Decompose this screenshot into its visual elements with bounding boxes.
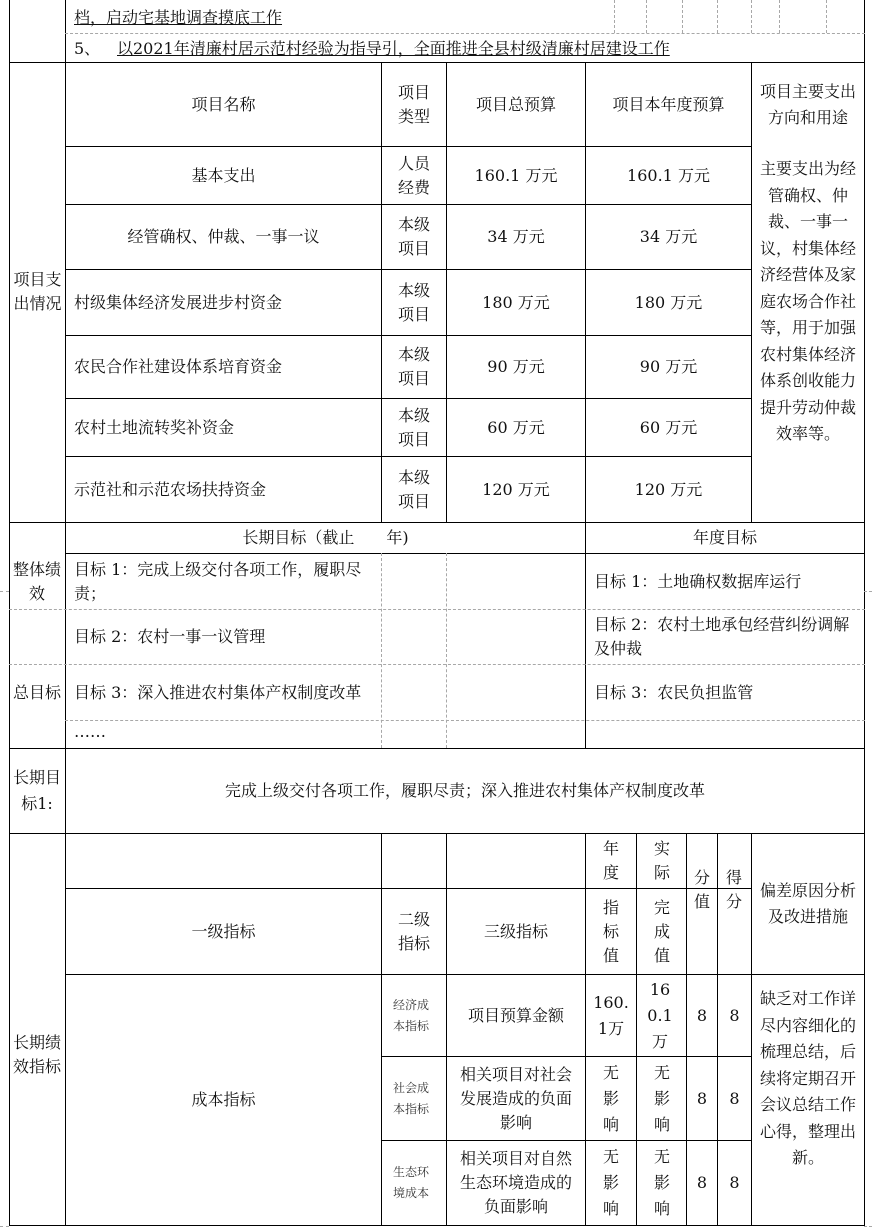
- indicator-completed: 无影响: [653, 1147, 670, 1218]
- expense-row-type: 本级项目: [397, 405, 430, 449]
- long-term-goal-1: 目标 1：完成上级交付各项工作，履职尽责；: [74, 559, 362, 603]
- indicator-target: 无影响: [602, 1147, 619, 1218]
- expense-row-type: 本级项目: [397, 215, 430, 258]
- expense-row-type: 本级项目: [397, 467, 430, 511]
- header-target-value: 指标值: [602, 897, 619, 965]
- deviation-reason-text: 缺乏对工作详尽内容细化的梳理总结，后续将定期召开会议总结工作心得，整理出新。: [759, 989, 856, 1167]
- expense-row-type: 本级项目: [397, 280, 430, 324]
- level3-indicator: 相关项目对自然生态环境造成的负面影响: [459, 1149, 572, 1216]
- header-level2: 二级指标: [397, 909, 430, 953]
- expense-row-type: 人员经费: [397, 153, 430, 197]
- header-annual-budget: 项目本年度预算: [612, 94, 725, 114]
- header-expense-direction: 项目主要支出方向和用途: [759, 81, 856, 127]
- expense-row-name: 农村土地流转奖补资金: [74, 417, 235, 437]
- header-level3: 三级指标: [483, 921, 548, 941]
- level3-indicator: 相关项目对社会发展造成的负面影响: [459, 1064, 572, 1132]
- expense-row-total: 160.1 万元: [474, 165, 558, 185]
- indicator-got: 8: [729, 1088, 740, 1108]
- long-term-goal-2: 目标 2：农村一事一议管理: [74, 627, 266, 646]
- expense-row-name: 村级集体经济发展进步村资金: [74, 292, 283, 312]
- overall-goal-label: 总目标: [12, 682, 61, 702]
- item-number: 5、: [74, 39, 101, 58]
- annual-goal-1: 目标 1：土地确权数据库运行: [594, 571, 802, 591]
- indicator-score: 8: [696, 1088, 708, 1108]
- expense-row-annual: 160.1 万元: [627, 165, 710, 185]
- expense-row-annual: 90 万元: [639, 357, 698, 376]
- overall-performance-label: 整体绩效: [12, 559, 61, 603]
- expense-row-annual: 34 万元: [639, 227, 698, 246]
- header-level1: 一级指标: [191, 921, 256, 941]
- expense-direction-text: 主要支出为经管确权、仲裁、一事一议，村集体经济经营体及家庭农场合作社等，用于加强农村集体经济体系创收能力提升劳动仲裁效率等。: [759, 159, 856, 443]
- indicators-section-label: 长期绩效指标: [12, 1033, 61, 1076]
- long-term-goal-3: 目标 3：深入推进农村集体产权制度改革: [74, 682, 362, 702]
- indicator-target: 无影响: [602, 1062, 619, 1134]
- level1-indicator: 成本指标: [191, 1090, 256, 1109]
- header-year: 年度: [602, 839, 619, 882]
- indicator-completed: 无影响: [653, 1062, 670, 1134]
- expense-row-total: 90 万元: [487, 357, 545, 376]
- goals-ellipsis: ……: [74, 722, 106, 741]
- header-project-type: 项目类型: [397, 82, 430, 126]
- expense-row-type: 本级项目: [397, 345, 430, 388]
- long-term-goals-header: 长期目标（截止 年): [242, 528, 409, 547]
- expense-row-name: 基本支出: [191, 165, 256, 185]
- annual-goals-header: 年度目标: [692, 528, 757, 547]
- header-total-budget: 项目总预算: [475, 94, 556, 114]
- annual-goal-2: 目标 2：农村土地承包经营纠纷调解及仲裁: [594, 615, 850, 658]
- level2-indicator: 经济成本指标: [393, 997, 430, 1033]
- indicator-got: 8: [729, 1005, 740, 1025]
- expense-row-total: 60 万元: [487, 417, 545, 437]
- expense-row-annual: 180 万元: [634, 292, 703, 312]
- indicator-completed: 160.1万: [647, 979, 673, 1051]
- header-actual: 实际: [653, 839, 670, 882]
- indicator-score: 8: [696, 1005, 708, 1025]
- level2-indicator: 社会成本指标: [393, 1080, 430, 1116]
- carryover-line: 档，启动宅基地调查摸底工作: [74, 8, 283, 27]
- expense-row-total: 180 万元: [482, 292, 550, 312]
- annual-goal-3: 目标 3：农民负担监管: [594, 682, 754, 702]
- long-goal-1-label: 长期目标1:: [12, 768, 61, 813]
- expense-row-name: 示范社和示范农场扶持资金: [74, 479, 267, 499]
- level2-indicator: 生态环境成本: [393, 1165, 430, 1200]
- expense-row-name: 经管确权、仲裁、一事一议: [127, 227, 320, 246]
- item-text: 以2021年清廉村居示范村经验为指导引，全面推进全县村级清廉村居建设工作: [117, 39, 670, 58]
- expense-row-name: 农民合作社建设体系培育资金: [74, 357, 283, 376]
- expenditure-section-label: 项目支出情况: [13, 270, 62, 313]
- indicator-got: 8: [729, 1173, 740, 1192]
- indicator-score: 8: [696, 1173, 708, 1192]
- header-got-score: 得分: [725, 868, 742, 911]
- expense-row-total: 120 万元: [482, 479, 550, 499]
- header-deviation-reason: 偏差原因分析及改进措施: [759, 881, 856, 926]
- indicator-target: 160.1万: [593, 992, 629, 1038]
- level3-indicator: 项目预算金额: [467, 1005, 564, 1025]
- header-completed-value: 完成值: [653, 897, 670, 965]
- header-score: 分值: [693, 868, 710, 911]
- expense-row-annual: 60 万元: [639, 417, 698, 437]
- header-project-name: 项目名称: [191, 94, 256, 114]
- expense-row-annual: 120 万元: [634, 479, 703, 499]
- long-goal-1-text: 完成上级交付各项工作，履职尽责；深入推进农村集体产权制度改革: [224, 781, 705, 800]
- expense-row-total: 34 万元: [487, 227, 545, 246]
